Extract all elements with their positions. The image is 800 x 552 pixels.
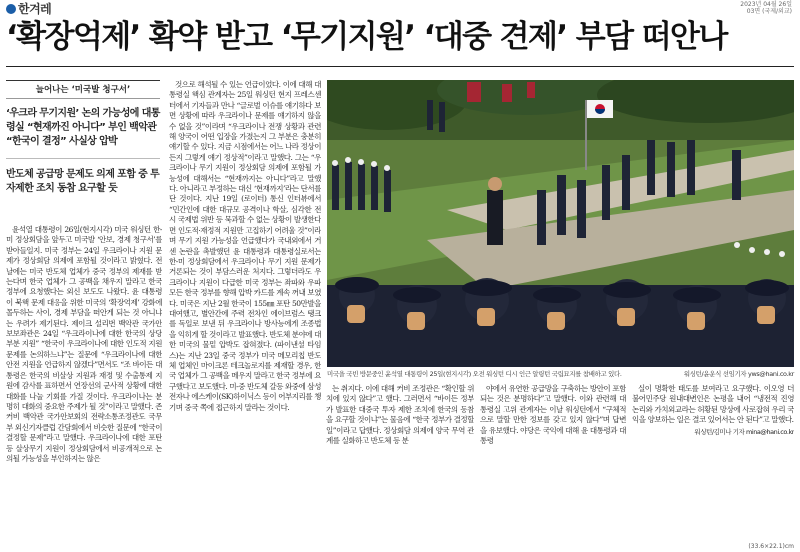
issue-date: 2023년 04월 26일 [740, 1, 792, 8]
subheadline-2: 반도체 공급망 문제도 의제 포함 중 투자제한 조치 동참 요구할 듯 [6, 169, 160, 194]
news-photo [327, 80, 794, 367]
photo-credit: 워싱턴/윤운식 선임기자 yws@hani.co.kr [683, 370, 794, 378]
subheadline-1: ‘우크라 무기지원’ 논의 가능성에 대통령실 “현재까진 아니다” 부인 백악관 “한국이 결정” 사실상 압박 [6, 108, 160, 147]
dateline [740, 1, 792, 15]
newspaper-logo: 한겨레 [6, 0, 51, 17]
clipping-size: (33.6×22.1)cm [748, 543, 794, 550]
body-text: 것으로 해석될 수 있는 언급이었다. 이에 대해 대통령실 핵심 관계자는 25일 워싱턴 현지 프레스센터에서 기자들과 만나 “글로벌 이슈를 얘기하다 보면 상황에 따라 우크라이나 문제를 얘기하지 않을 수 없을 것”이라며 “우크라이나 전쟁 상황과 관련해 양국이 어떤 입장을 가졌는지 그 부분은 충분히 얘기할 수 있다. 지금 시점에서는 어느 나라 정상이든지 그렇게 얘기 정상적”이라고 말했다. 그는 “우크라이나 무기 지원이 정상회담 의제에 포함될 가능성에 대해서는 “현재까지는 아니다”라고 말했다. 아니라고 부정하는 대신 ‘현재까지’라는 단서를 단 것이다. 지난 19일 (로이터) 통신 인터뷰에서 “민간인에 대한 대규모 공격이나 학살, 심각한 전시 국제법 위반 등 묵과할 수 없는 상황이 발생한다면 인도적·재정적 지원만 고집하기 어려울 것”이라며 무기 지원 가능성을 언급했다가 국내외에서 거센 논란을 촉발했던 윤 대통령과 대통령실로서는 한-미 정상회담에서 우크라이나 무기 지원 문제가 거론되는 것이 부담스러운 처지다. 그렇더라도 우크라이나 지원이 다급한 미국 정부는 좌파와 우파 모든 한국 정부를 향해 압박 카드를 계속 꺼내 보였다. 미국은 지난 2월 한국이 155㎜ 포탄 50만발을 대여했고, 별안간에 주력 전차인 에이브럼스 탱크를 독일로 보낸 뒤 우크라이나 방사능에게 조종법을 익히게 할 것이라고 발표했다. 반도체 분야에 대한 미국의 물밑 압박도 잡혀졌다. (파이낸셜 타임스)는 지난 23일 중국 정부가 미국 메모리칩 반도체 업체인 마이크론 테크놀로지를 제재할 경우, 한국 업체가 그 공백을 메우지 말라고 한국 정부에 요구했다고 보도했다. 미-중 반도체 갈등 와중에 삼성전자나 에스케이(SK)하이닉스 등이 어부지리를 챙기며 중국 쪽에 접근하지 말라는 것이다. [169, 80, 321, 412]
body-column-2 [169, 80, 321, 540]
body-column-1 [6, 225, 162, 540]
page-section: 03면 (국제/외교) [746, 8, 792, 15]
kicker-label: 늘어나는 ‘미국발 청구서’ [6, 80, 160, 99]
body-column-4 [480, 384, 626, 539]
article-headline: ‘확장억제’ 확약 받고 ‘무기지원’ ‘대중 견제’ 부담 떠안나 [6, 19, 727, 55]
body-text: 는 취지다. 이에 대해 커비 조정관은 “확인할 위치에 있지 않다”고 했다. 그러면서 “바이든 정부가 발표한 대중국 투자 제한 조치에 한국의 동참을 요구할 것이냐”는 물음에 “한국 정부가 결정할 일”이라고 답했다. 정상회담 의제에 양국 무역 관계를 실화하고 반도체 등 분 [326, 384, 474, 446]
masthead [6, 0, 794, 18]
body-text: 야에서 유연한 공급망을 구축하는 방안이 포함되는 것은 분명하다”고 말했다. 이와 관련해 대통령실 고위 관계자는 이날 워싱턴에서 “구체적으로 말할 만한 정보를 갖고 있지 않다”며 답변을 유보했다. 야당은 국익에 대해 윤 대통령과 대통령 [480, 384, 626, 446]
subheadline-divider [6, 158, 160, 159]
subheadline-box [6, 80, 160, 196]
article-byline: 워싱턴/김미나 기자 mina@hani.co.kr [694, 427, 794, 436]
photo-caption [327, 369, 794, 378]
caption-text: 미국을 국빈 방문중인 윤석열 대통령이 25일(현지시각) 오전 워싱턴 디시 인근 알링턴 국립묘지를 참배하고 있다. [327, 370, 622, 378]
ceremony-photo-illustration [327, 80, 794, 367]
body-text: 실이 명확한 태도를 보여라고 요구했다. 이오영 더불어민주당 원내대변인은 논평을 내어 “냉전적 진영논리와 가치외교라는 허황된 망상에 사로잡혀 우리 국익을 양보하는 일은 결코 있어서는 안 된다”고 말했다. [632, 384, 794, 425]
body-text: 윤석열 대통령이 26일(현지시각) 미국 워싱턴 한-미 정상회담을 앞두고 미국발 ‘안보, 경제 청구서’를 받아들일지. 미국 정부는 24일 우크라이나 지원 문제가 정상회담 의제에 포함될 것이라고 밝혔다. 전날에는 미국 반도체 업체가 중국 정부의 제재를 받는다며 한국 업체가 그 공백을 채우지 말라고 한국 정부에 요청했다는 외신 보도도 나왔다. 윤 대통령이 북핵 문제 대응을 위한 미국의 ‘확장억제’ 강화에 몰두하는 사이, 경제 부담을 떠안게 되는 것 아니냐는 우려가 제기된다. 제이크 설리번 백악관 국가안보보좌관은 24일 “우크라이나에 대한 한국의 상당 부분 지원” “한국이 우크라이나에 대한 인도적 지원 문제를 논의하느냐”는 질문에 “우크라이나에 대한 안전 지원을 언급하지 않겠다”면서도 “조 바이든 대통령은 한국의 비살상 지원과 재정 및 수출통제 지원에 감사를 표하면서 연장선의 군사적 상황에 대한 대화를 나눌 기회를 가질 것이다. 우크라이나는 분명히 대화의 중요한 주제가 될 것”이라고 말했다. 존 커비 백악관 국가안보회의 전략소통조정관도 국무부 외신기자클럽 간담회에서 비슷한 질문에 “한국이 결정할 문제”라고 말했다. 우크라이나에 대한 포탄 등 살상무기 지원이 정상회담에서 비공개적으로 논의될 가능성을 부인하지는 않은 [6, 225, 162, 463]
headline-rule [6, 66, 794, 67]
body-column-3 [326, 384, 474, 539]
body-column-5 [632, 384, 794, 539]
